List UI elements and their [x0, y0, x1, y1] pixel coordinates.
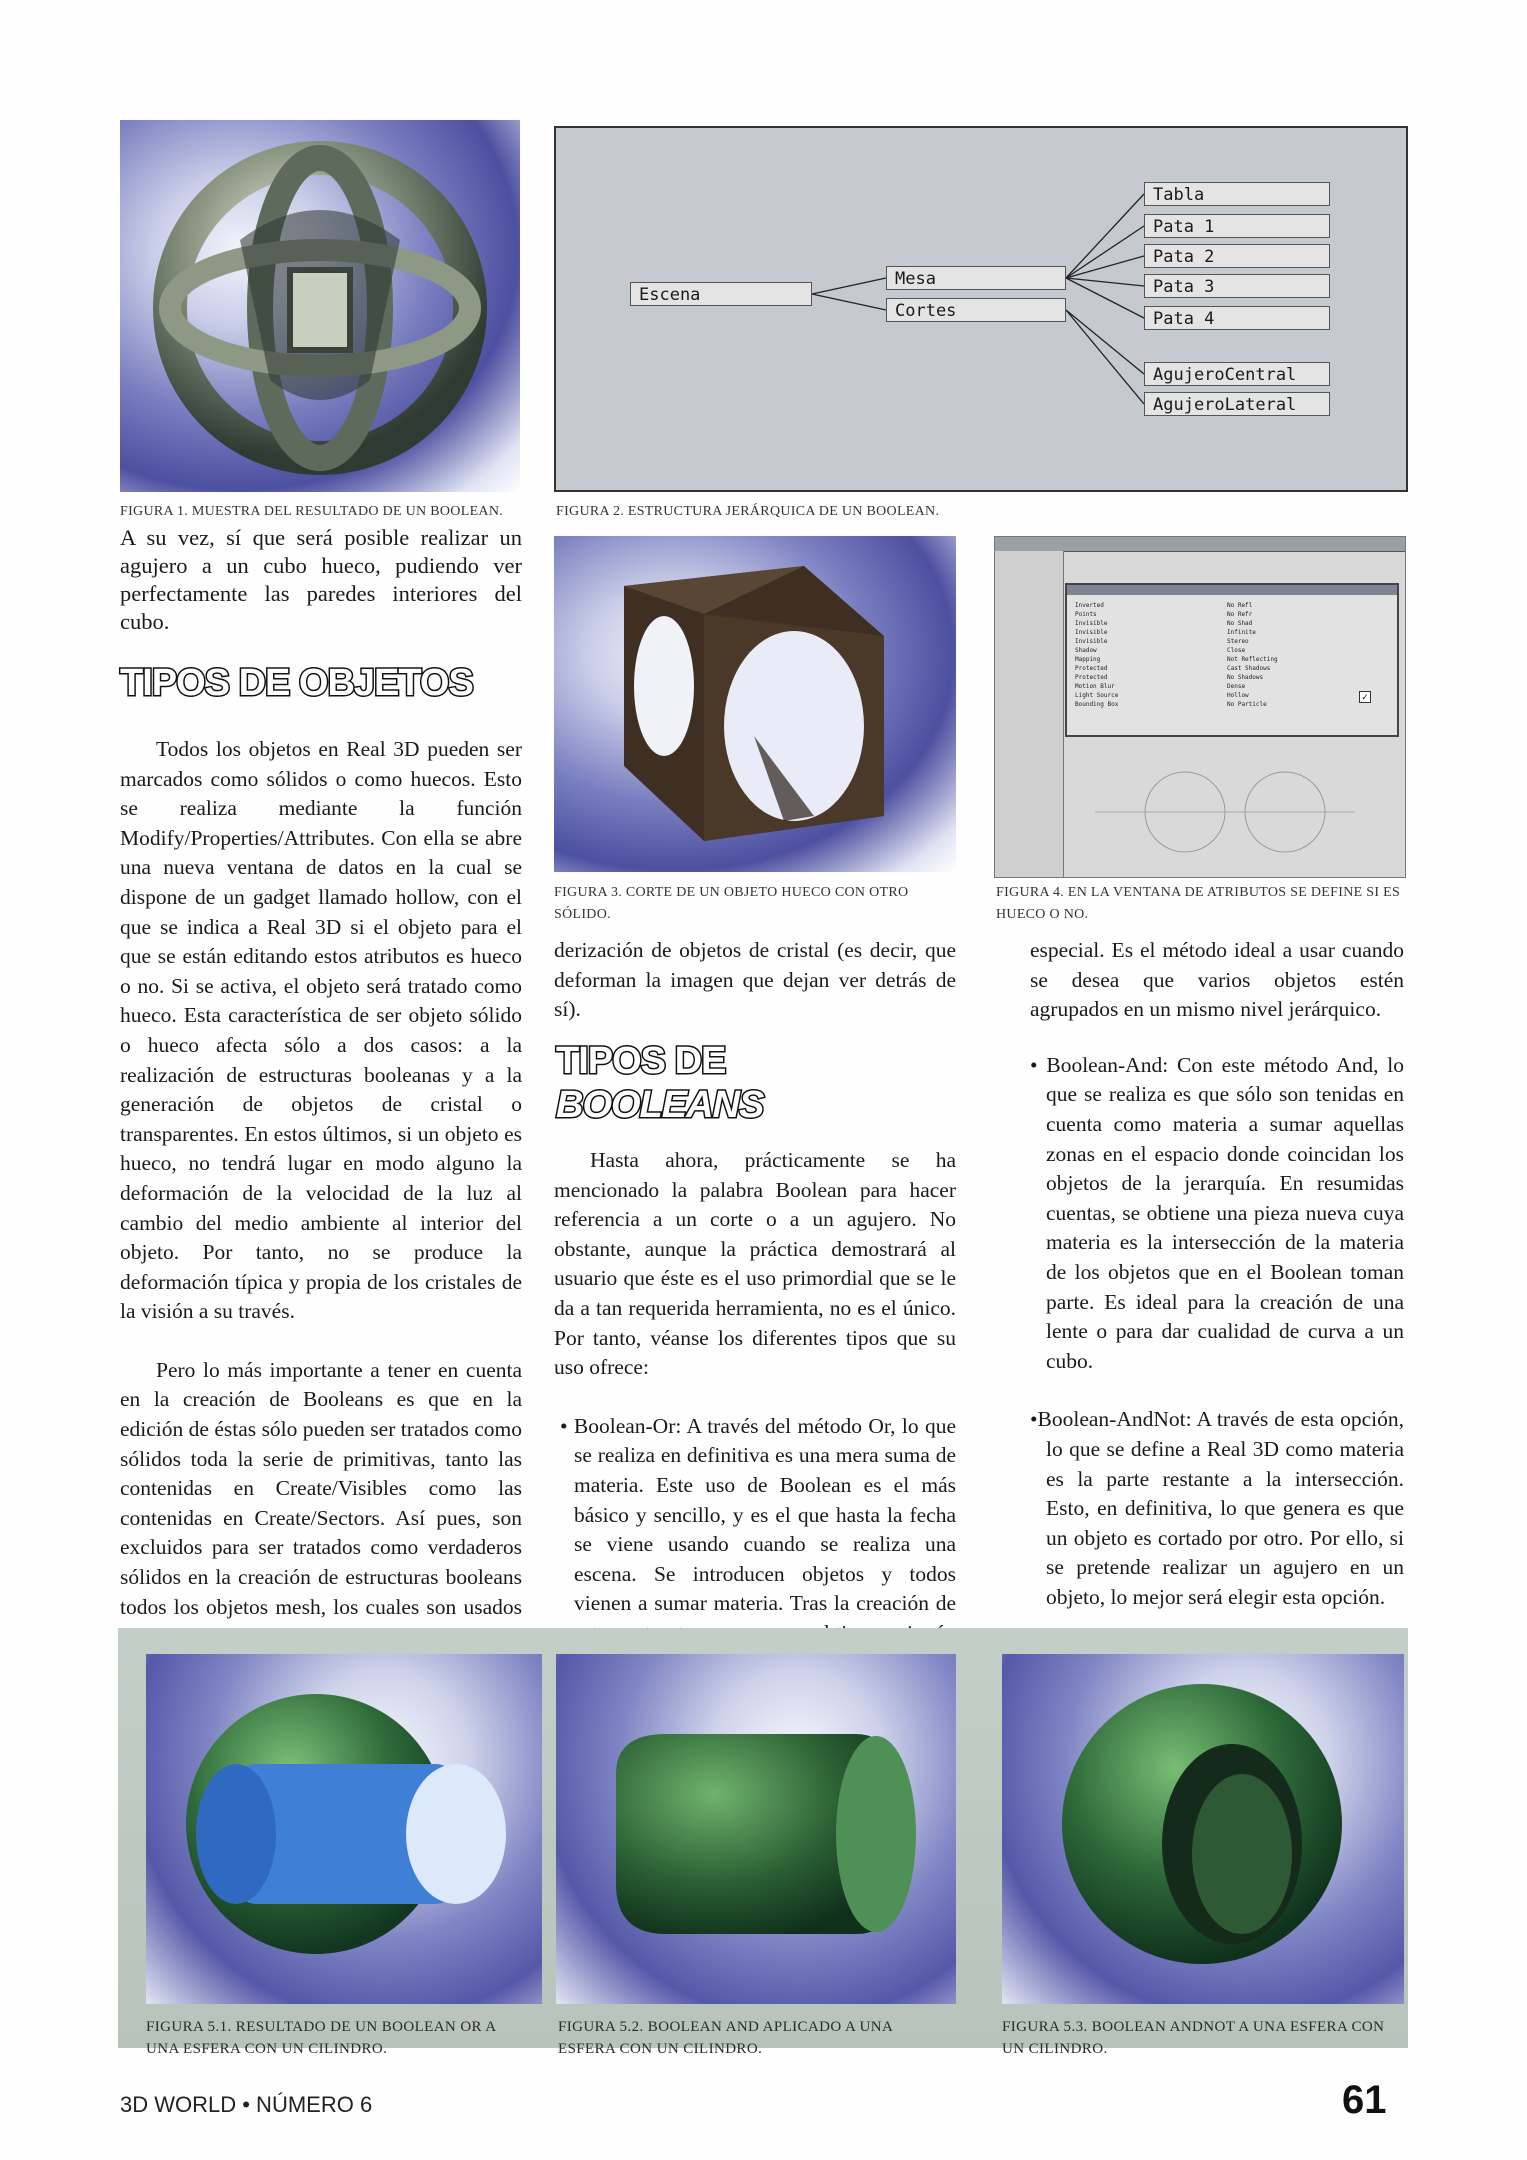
attributes-window[interactable] — [1065, 583, 1399, 737]
column-1-body — [120, 735, 522, 1770]
attr-item[interactable]: Infinite — [1227, 629, 1256, 636]
attr-item[interactable]: Cast Shadows — [1227, 665, 1271, 672]
attr-item[interactable]: Invisible — [1075, 638, 1108, 645]
attr-item[interactable]: Stereo — [1227, 638, 1249, 645]
menu-bar[interactable] — [995, 537, 1405, 552]
attr-item[interactable]: No Refr — [1227, 611, 1253, 618]
attr-item[interactable]: Hollow — [1227, 692, 1249, 699]
footer-magazine-title: 3D WORLD • NÚMERO 6 — [120, 2092, 373, 2117]
attr-item[interactable]: Protected — [1075, 674, 1108, 681]
attr-item[interactable]: No Particle — [1227, 701, 1267, 708]
attributes-title-bar[interactable] — [1067, 585, 1397, 595]
attr-item[interactable]: Mapping — [1075, 656, 1101, 663]
attr-item[interactable]: Protected — [1075, 665, 1108, 672]
bullet-boolean-andnot: •Boolean-AndNot: A través de esta opción, lo que se define a Real 3D como materia es la parte restante a la intersección. Esto, en definitiva, lo que genera es que un objeto es cortado por otro. Por ello, si se pretende realizar un agujero en un objeto, lo mejor será elegir esta opción. — [1030, 1407, 1404, 1609]
figure-1-caption: FIGURA 1. MUESTRA DEL RESULTADO DE UN BOOLEAN. — [120, 504, 504, 519]
attr-item[interactable]: Shadow — [1075, 647, 1097, 654]
bullet-boolean-and: • Boolean-And: Con este método And, lo que se realiza es que sólo son tenidas en cuenta como materia a sumar aquellas zonas en el espacio donde coincidan los objetos de la jerarquía. En resumidas cuentas, se obtiene una pieza nueva cuya materia es la intersección de la materia de los objetos que en el Boolean toman parte. Es ideal para la creación de una lente o para dar cualidad de curva a un cubo. — [1030, 1052, 1404, 1373]
tree-node-pata-1[interactable]: Pata 1 — [1144, 214, 1330, 238]
heading-tipos-de-objetos: TIPOS DE OBJETOS — [120, 662, 473, 704]
attr-item[interactable]: Points — [1075, 611, 1097, 618]
figure-5-1-caption: FIGURA 5.1. RESULTADO DE UN BOOLEAN OR A UNA ESFERA CON UN CILINDRO. — [146, 2019, 496, 2057]
tree-node-agujero-central[interactable]: AgujeroCentral — [1144, 362, 1330, 386]
tree-node-agujero-lateral[interactable]: AgujeroLateral — [1144, 392, 1330, 416]
attr-item[interactable]: Not Reflecting — [1227, 656, 1278, 663]
column-3 — [1030, 936, 1404, 1700]
hollow-sphere-render — [120, 120, 520, 492]
hollow-cube-render — [554, 536, 956, 872]
column-2 — [554, 936, 956, 1054]
figure-5-2-image — [556, 1654, 956, 2004]
paragraph-tipos-booleans: Hasta ahora, prácticamente se ha mencionado la palabra Boolean para hacer referencia a un corte o a un agujero. No obstante, aunque la práctica demostrará al usuario que éste es el uso primordial que se le da a tan requerida herramienta, no es el único. Por tanto, véanse los diferentes tipos que su uso ofrece: — [554, 1148, 956, 1380]
column-2-body — [554, 1146, 956, 1707]
page-number: 61 — [1342, 2078, 1387, 2122]
paragraph-cristal-cont: derización de objetos de cristal (es decir, que deforman la imagen que dejan ver detrás de sí). — [554, 938, 956, 1022]
tree-node-pata-2[interactable]: Pata 2 — [1144, 244, 1330, 268]
attribute-list-left — [1075, 601, 1205, 709]
column-1 — [120, 524, 522, 636]
tree-node-pata-4[interactable]: Pata 4 — [1144, 306, 1330, 330]
figure-4-screenshot — [994, 536, 1406, 878]
viewport-circles — [1095, 757, 1355, 867]
attr-item[interactable]: Invisible — [1075, 629, 1108, 636]
attr-item[interactable]: No Shadows — [1227, 674, 1264, 681]
figure-5-1-image — [146, 1654, 542, 2004]
figure-4-caption: FIGURA 4. EN LA VENTANA DE ATRIBUTOS SE DEFINE SI ES HUECO O NO. — [996, 885, 1401, 922]
attr-item[interactable]: No Refl — [1227, 602, 1253, 609]
attr-item[interactable]: Close — [1227, 647, 1246, 654]
heading-tipos-de: TIPOS DE — [556, 1040, 726, 1082]
paragraph-objetos: Todos los objetos en Real 3D pueden ser marcados como sólidos o como huecos. Esto se realiza mediante la función Modify/Properties/Attributes. Con ella se abre una nueva ventana de datos en la cual se dispone de un gadget llamado hollow, con el que se indica a Real 3D si el objeto para el que se están editando estos atributos es hueco o no. Si se activa, el objeto será tratado como hueco. Esta característica de ser objeto sólido o hueco afecta sólo a dos casos: a la realización de estructuras booleanas y a la generación de objetos de cristal o transparentes. En estos últimos, si un objeto es hueco, no tendrá lugar en modo alguno la deformación de la velocidad de la luz al cambio del medio ambiente al interior del objeto. Por tanto, no se produce la deformación típica y propia de los cristales de la visión a su través. — [120, 737, 522, 1324]
paragraph-especial-cont: especial. Es el método ideal a usar cuando se desea que varios objetos estén agrupados en un mismo nivel jerárquico. — [1030, 938, 1404, 1022]
figure-5-3-image — [1002, 1654, 1404, 2004]
boolean-andnot-render — [1002, 1654, 1404, 2004]
attr-item[interactable]: Motion Blur — [1075, 683, 1115, 690]
hollow-checkbox-icon[interactable]: ✓ — [1359, 691, 1371, 703]
attr-item[interactable]: Invisible — [1075, 620, 1108, 627]
attr-item[interactable]: Light Source — [1075, 692, 1119, 699]
tree-node-tabla[interactable]: Tabla — [1144, 182, 1330, 206]
intro-paragraph: A su vez, sí que será posible realizar un agujero a un cubo hueco, pudiendo ver perfectamente las paredes interiores del cubo. — [120, 525, 522, 634]
attribute-list-right — [1227, 601, 1347, 709]
paragraph-booleans-solidos: Pero lo más importante a tener en cuenta en la creación de Booleans es que en la edición de éstas sólo pueden ser tratados como sólidos toda la serie de primitivas, tanto las contenidas en Create/Visibles como las contenidas en Create/Sectors. Así pues, son excluidos para ser tratados como verdaderos sólidos en la creación de estructuras booleans todos los objetos mesh, los cuales son usados — [120, 1357, 522, 1619]
boolean-or-render — [146, 1654, 542, 2004]
figure-3-image — [554, 536, 956, 872]
tree-node-pata-3[interactable]: Pata 3 — [1144, 274, 1330, 298]
figure-3-caption: FIGURA 3. CORTE DE UN OBJETO HUECO CON OTRO SÓLIDO. — [554, 885, 909, 922]
attr-item[interactable]: Bounding Box — [1075, 701, 1119, 708]
tree-node-escena[interactable]: Escena — [630, 282, 812, 306]
heading-booleans: BOOLEANS — [556, 1084, 764, 1126]
tree-node-mesa[interactable]: Mesa — [886, 266, 1066, 290]
attr-item[interactable]: Dense — [1227, 683, 1246, 690]
bullet-boolean-or: • Boolean-Or: A través del método Or, lo que se realiza en definitiva es una mera suma de materia. Este uso de Boolean es el más básico y sencillo, y es el que hasta la fecha se viene usando cuando se realiza una escena. Se introducen objetos y todos vienen a sumar materia. Tras la creación de — [560, 1413, 956, 1616]
figure-2-hierarchy-panel — [554, 126, 1408, 492]
tree-node-cortes[interactable]: Cortes — [886, 298, 1066, 322]
attr-item[interactable]: No Shad — [1227, 620, 1253, 627]
attr-item[interactable]: Inverted — [1075, 602, 1104, 609]
figure-5-3-caption: FIGURA 5.3. BOOLEAN ANDNOT A UNA ESFERA CON UN CILINDRO. — [1002, 2019, 1385, 2057]
figure-2-caption: FIGURA 2. ESTRUCTURA JERÁRQUICA DE UN BOOLEAN. — [556, 504, 940, 519]
figure-1-image — [120, 120, 520, 492]
figure-5-2-caption: FIGURA 5.2. BOOLEAN AND APLICADO A UNA ESFERA CON UN CILINDRO. — [558, 2019, 893, 2057]
boolean-and-render — [556, 1654, 956, 2004]
left-panel — [995, 551, 1064, 877]
